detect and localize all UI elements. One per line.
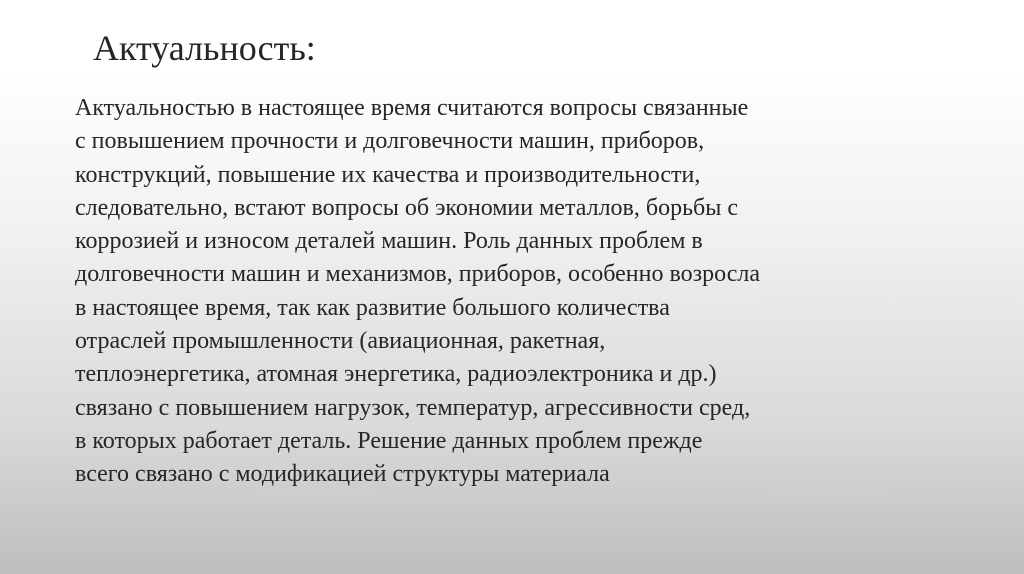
body-line: Актуальностью в настоящее время считаются вопросы связанные <box>75 95 749 121</box>
body-line: следовательно, встают вопросы об экономии металлов, борьбы с <box>75 194 739 221</box>
body-line: в настоящее время, так как развитие большого количества <box>75 294 670 321</box>
body-line: в которых работает деталь. Решение данных проблем прежде <box>75 427 703 454</box>
body-line: связано с повышением нагрузок, температур, агрессивности сред, <box>75 394 751 421</box>
body-line: всего связано с модификацией структуры материала <box>75 461 610 488</box>
body-line: теплоэнергетика, атомная энергетика, радиоэлектроника и др.) <box>75 361 717 388</box>
body-line: коррозией и износом деталей машин. Роль данных проблем в <box>75 228 703 255</box>
slide-title: Актуальность: <box>93 28 316 68</box>
body-line: с повышением прочности и долговечности машин, приборов, <box>75 128 705 155</box>
slide-body <box>75 92 975 492</box>
body-line: долговечности машин и механизмов, приборов, особенно возросла <box>75 261 760 288</box>
body-line: отраслей промышленности (авиационная, ракетная, <box>75 328 606 355</box>
body-line: конструкций, повышение их качества и производительности, <box>75 161 701 188</box>
